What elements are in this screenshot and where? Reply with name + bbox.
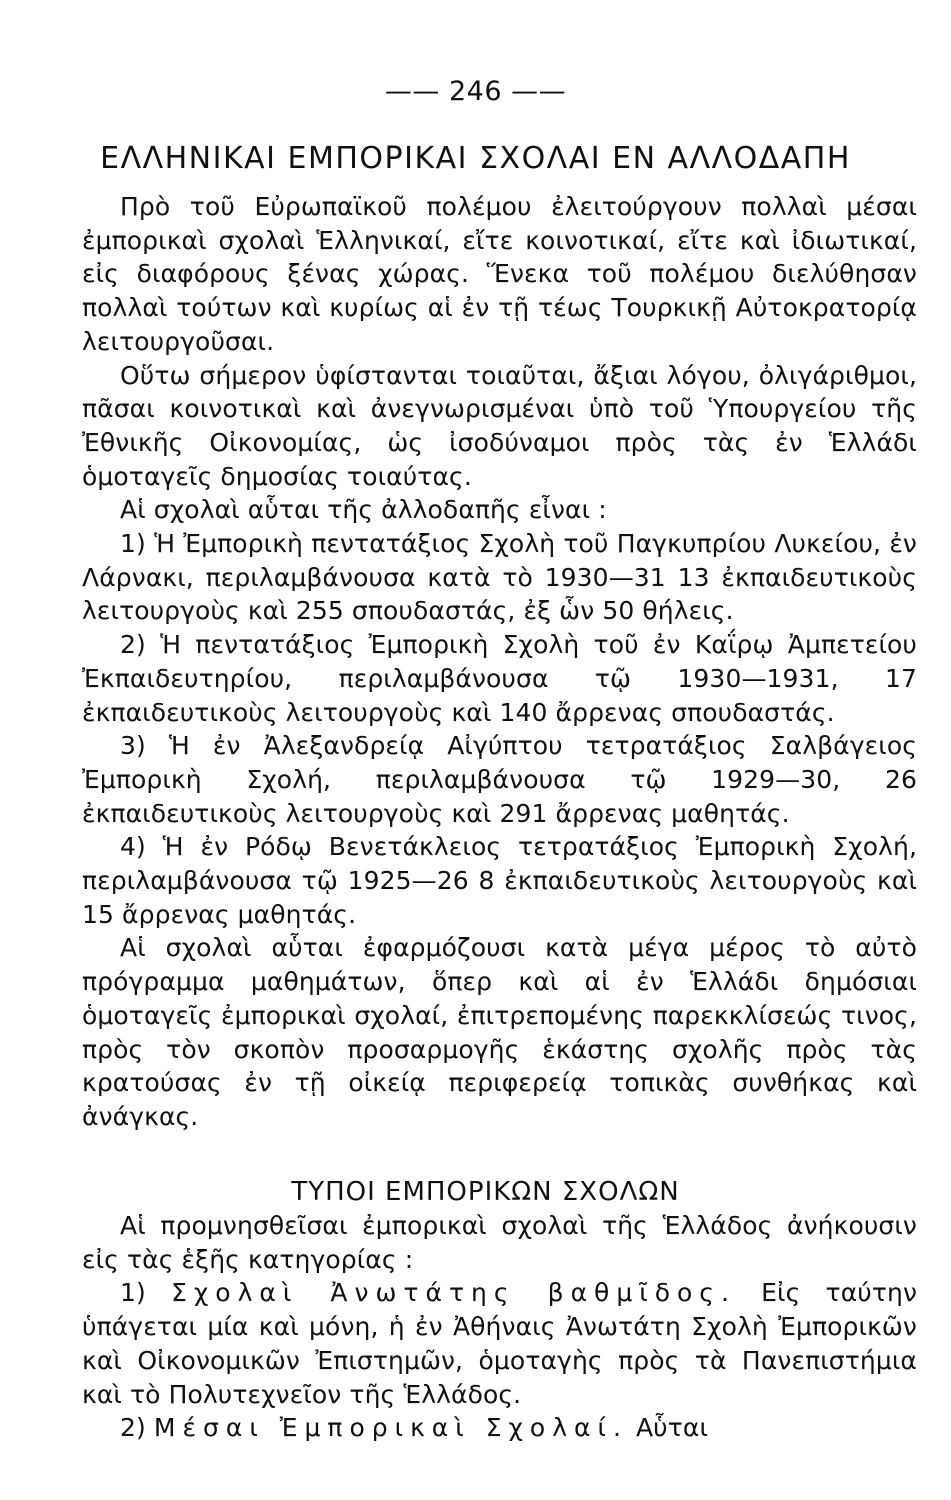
- list-item-larnaca: 1) Ἡ Ἐμπορικὴ πεντατάξιος Σχολὴ τοῦ Παγκυπρίου Λυκείου, ἐν Λάρνακι, περιλαμβάνουσα κατὰ τὸ 1930—31 13 ἐκπαιδευτικοὺς λειτουργοὺς καὶ 255 σπουδαστάς, ἐξ ὧν 50 θήλεις.: [82, 529, 917, 626]
- list-item-alexandria: 3) Ἡ ἐν Ἀλεξανδρείᾳ Αἰγύπτου τετρατάξιος Σαλβάγειος Ἐμπορικὴ Σχολή, περιλαμβάνουσα τῷ 1929—30, 26 ἐκπαιδευτικοὺς λειτουργοὺς καὶ 291 ἄρρενας μαθητάς.: [82, 731, 917, 828]
- paragraph-current-schools: Οὕτω σήμερον ὑφίστανται τοιαῦται, ἄξιαι λόγου, ὀλιγάριθμοι, πᾶσαι κοινοτικαὶ καὶ ἀνεγνωρισμέναι ὑπὸ τοῦ Ὑπουργείου τῆς Ἐθνικῆς Οἰκονομίας, ὡς ἰσοδύναμοι πρὸς τὰς ἐν Ἑλλάδι ὁμοταγεῖς δημοσίας τοιαύτας.: [82, 360, 917, 491]
- category-number: 2): [120, 1413, 154, 1443]
- body-text-section-2: [82, 1209, 917, 1445]
- chapter-heading: ΕΛΛΗΝΙΚΑΙ ΕΜΠΟΡΙΚΑΙ ΣΧΟΛΑΙ ΕΝ ΑΛΛΟΔΑΠΗ: [100, 141, 851, 176]
- page-number: —— 246 ——: [384, 76, 567, 107]
- category-text-middle: Αὗται: [627, 1413, 709, 1443]
- section-heading: ΤΥΠΟΙ ΕΜΠΟΡΙΚΩΝ ΣΧΟΛΩΝ: [291, 1177, 680, 1207]
- category-title-middle: Μέσαι Ἐμπορικαὶ Σχολαί.: [153, 1413, 628, 1443]
- category-text-higher: Εἰς ταύτην ὑπάγεται μία καὶ μόνη, ἡ ἐν Ἀθήναις Ἀνωτάτη Σχολὴ Ἐμπορικῶν καὶ Οἰκονομικῶν Ἐπιστημῶν, ὁμοταγὴς πρὸς τὰ Πανεπιστήμια καὶ τὸ Πολυτεχνεῖον τῆς Ἑλλάδος.: [82, 1278, 918, 1409]
- paragraph-list-intro: Αἱ σχολαὶ αὗται τῆς ἀλλοδαπῆς εἶναι :: [120, 495, 607, 525]
- list-item-rhodes: 4) Ἡ ἐν Ρόδῳ Βενετάκλειος τετρατάξιος Ἐμπορικὴ Σχολή, περιλαμβάνουσα τῷ 1925—26 8 ἐκπαιδευτικοὺς λειτουργοὺς καὶ 15 ἄρρενας μαθητάς.: [82, 832, 917, 929]
- category-item-middle: [82, 1411, 917, 1445]
- paragraph-intro: Πρὸ τοῦ Εὐρωπαϊκοῦ πολέμου ἐλειτούργουν πολλαὶ μέσαι ἐμπορικαὶ σχολαὶ Ἑλληνικαί, εἴτε κοινοτικαί, εἴτε καὶ ἰδιωτικαί, εἰς διαφόρους ξένας χώρας. Ἕνεκα τοῦ πολέμου διελύθησαν πολλαὶ τούτων καὶ κυρίως αἱ ἐν τῇ τέως Τουρκικῇ Αὐτοκρατορίᾳ λειτουργοῦσαι.: [82, 192, 917, 356]
- body-text-section-1: [82, 190, 917, 1134]
- category-item-higher: [82, 1276, 917, 1411]
- category-number: 1): [120, 1278, 172, 1308]
- category-title-higher: Σχολαὶ Ἀνωτάτης βαθμῖδος.: [171, 1278, 736, 1308]
- paragraph-curriculum: Αἱ σχολαὶ αὗται ἐφαρμόζουσι κατὰ μέγα μέρος τὸ αὐτὸ πρόγραμμα μαθημάτων, ὅπερ καὶ αἱ ἐν Ἑλλάδι δημόσιαι ὁμοταγεῖς ἐμπορικαὶ σχολαί, ἐπιτρεπομένης παρεκκλίσεώς τινος, πρὸς τὸν σκοπὸν προσαρμογῆς ἑκάστης σχολῆς πρὸς τὰς κρατούσας ἐν τῇ οἰκείᾳ περιφερείᾳ τοπικὰς συνθήκας καὶ ἀνάγκας.: [82, 933, 917, 1131]
- list-item-cairo: 2) Ἡ πεντατάξιος Ἐμπορικὴ Σχολὴ τοῦ ἐν Καΐρῳ Ἀμπετείου Ἐκπαιδευτηρίου, περιλαμβάνουσα τῷ 1930—1931, 17 ἐκπαιδευτικοὺς λειτουργοὺς καὶ 140 ἄρρενας σπουδαστάς.: [82, 630, 917, 727]
- paragraph-categories-intro: Αἱ προμνησθεῖσαι ἐμπορικαὶ σχολαὶ τῆς Ἑλλάδος ἀνήκουσιν εἰς τὰς ἑξῆς κατηγορίας :: [82, 1211, 917, 1274]
